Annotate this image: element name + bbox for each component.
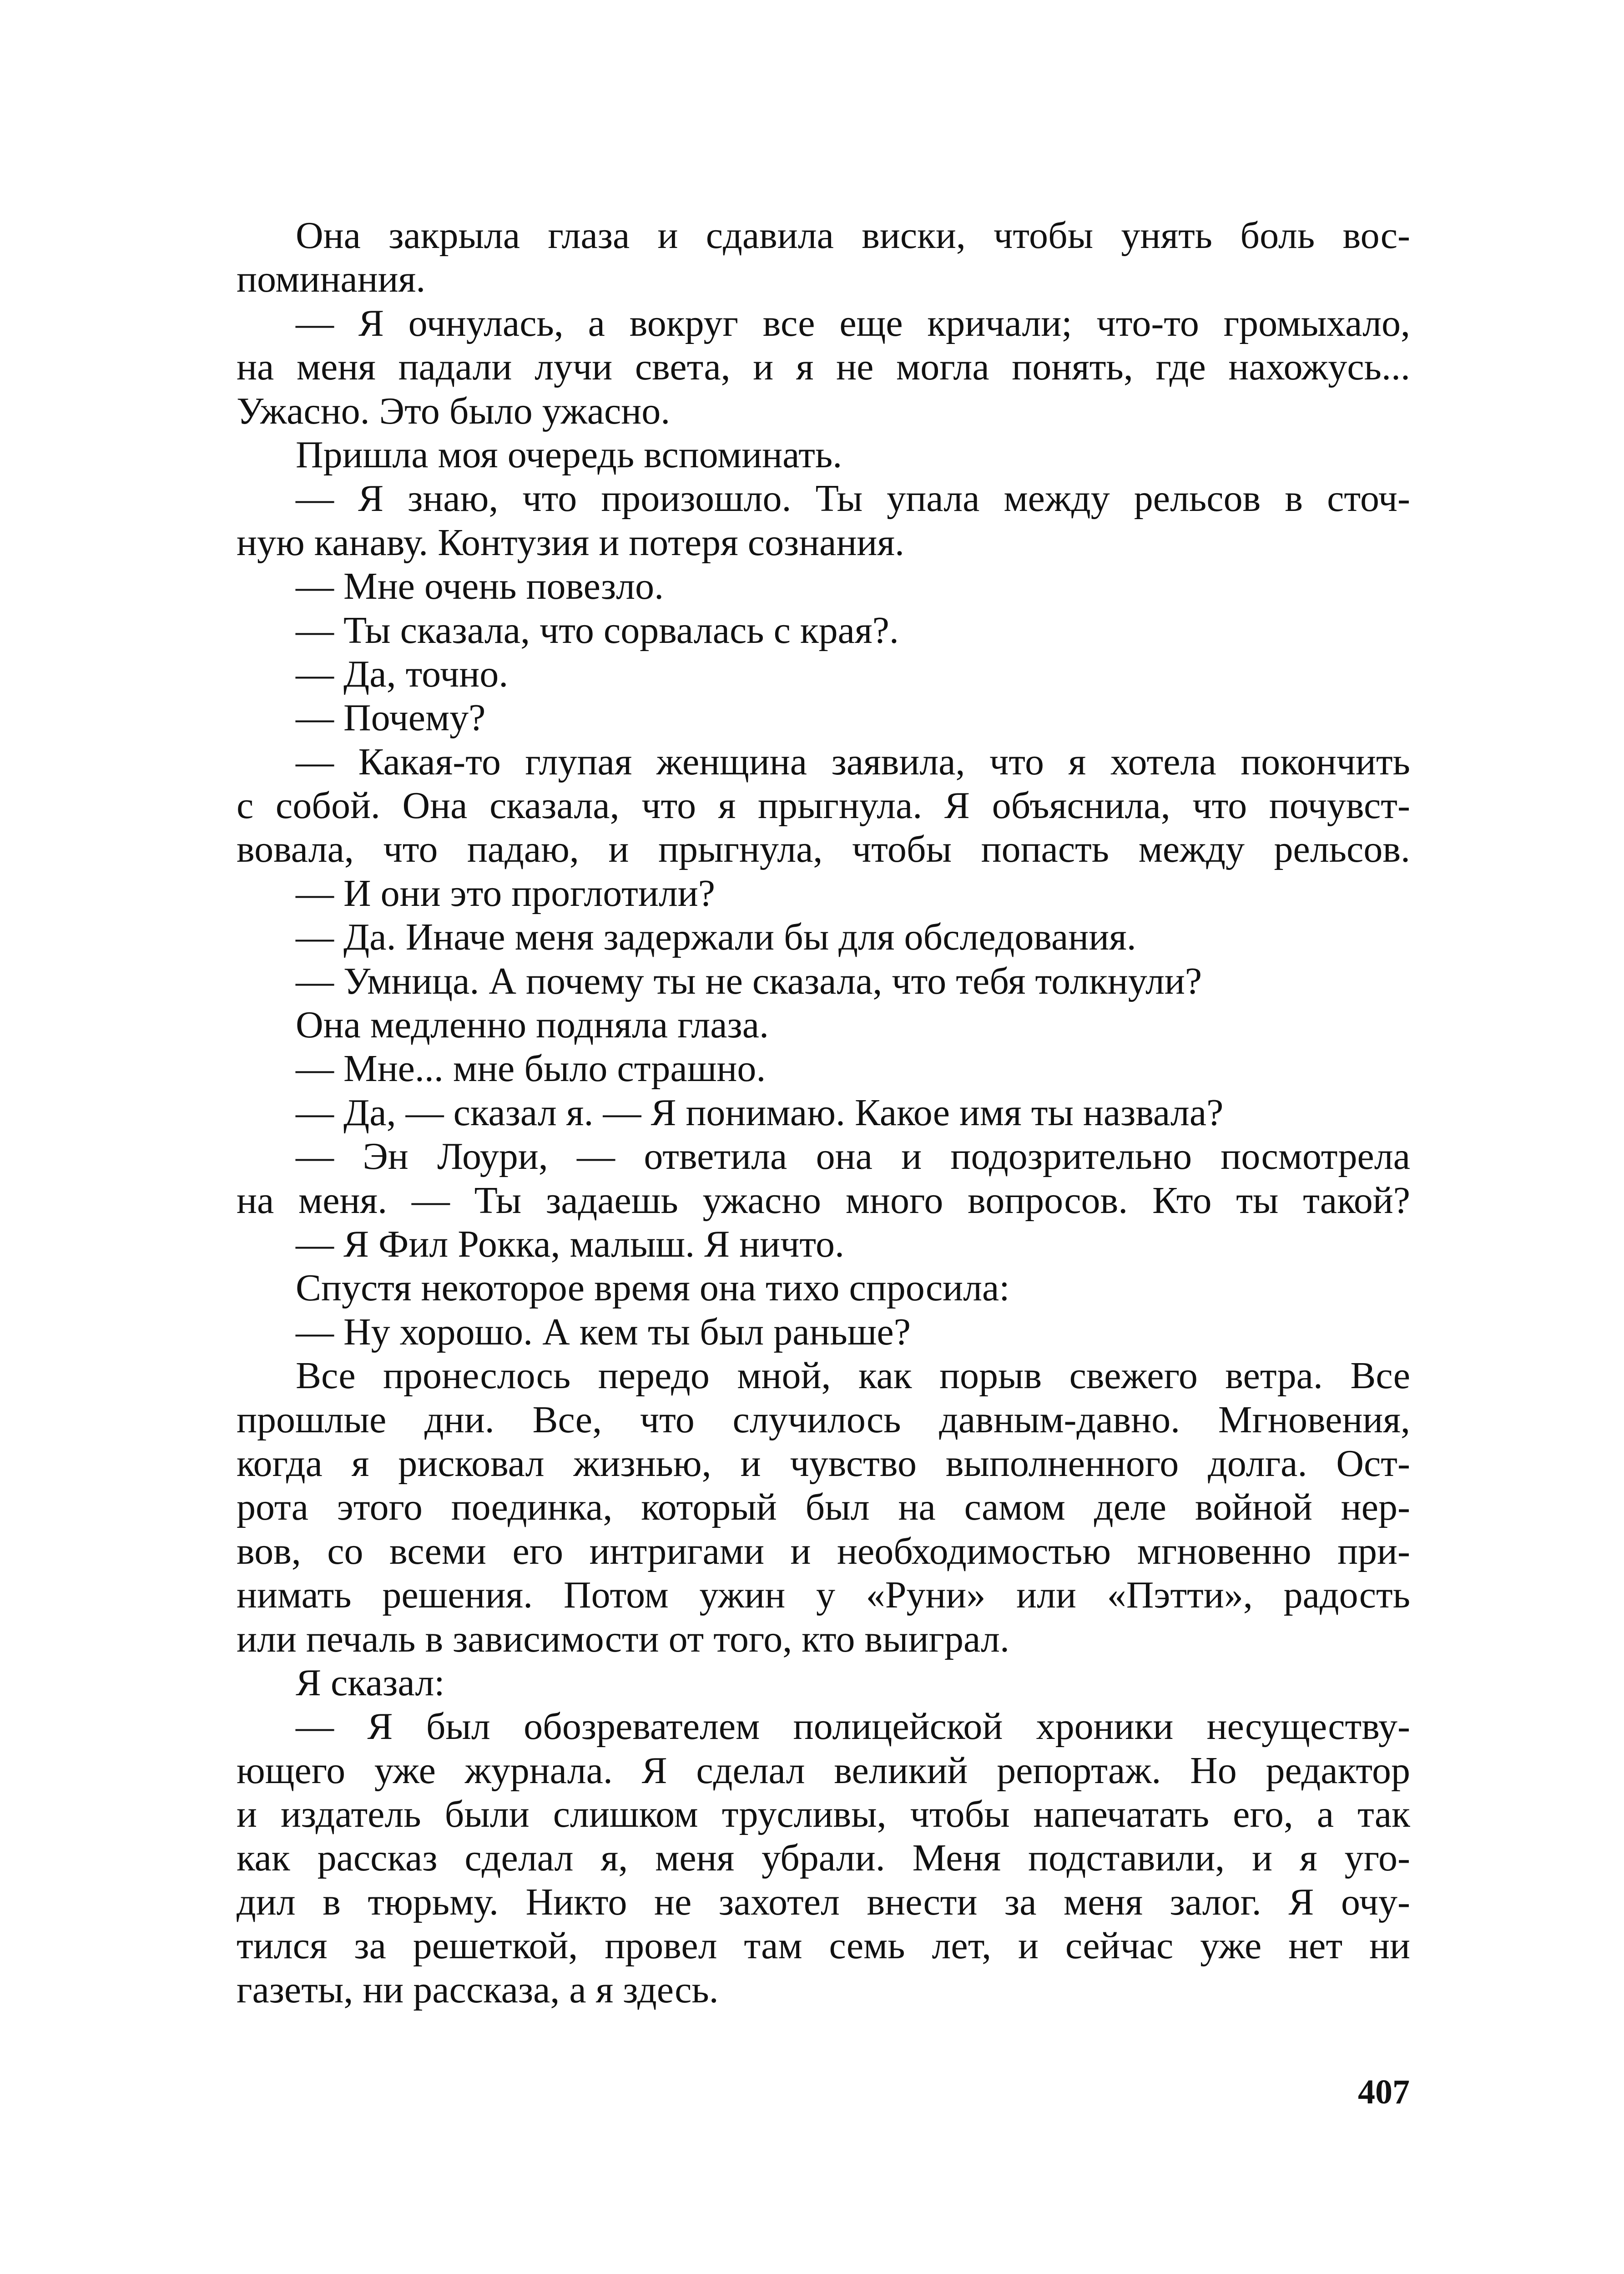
text-line: вовала, что падаю, и прыгнула, чтобы попасть между рельсов. bbox=[237, 828, 1410, 871]
text-line: — Эн Лоури, — ответила она и подозрительно посмотрела bbox=[296, 1135, 1410, 1178]
text-line: — Я Фил Рокка, малыш. Я ничто. bbox=[296, 1223, 844, 1265]
text-line: на меня. — Ты задаешь ужасно много вопросов. Кто ты такой? bbox=[237, 1179, 1410, 1222]
text-line: — Умница. А почему ты не сказала, что тебя толкнули? bbox=[296, 960, 1202, 1002]
text-line: — Ты сказала, что сорвалась с края?. bbox=[296, 609, 899, 652]
text-line: как рассказ сделал я, меня убрали. Меня подставили, и я уго- bbox=[237, 1837, 1410, 1880]
text-line: Ужасно. Это было ужасно. bbox=[237, 389, 671, 432]
text-line: — Да, точно. bbox=[296, 652, 509, 695]
text-line: — Мне... мне было страшно. bbox=[296, 1047, 766, 1090]
page-number: 407 bbox=[1358, 2073, 1410, 2111]
text-line: — Мне очень повезло. bbox=[296, 565, 664, 608]
text-line: на меня падали лучи света, и я не могла понять, где нахожусь... bbox=[237, 346, 1410, 389]
text-line: — Да, — сказал я. — Я понимаю. Какое имя ты назвала? bbox=[296, 1091, 1224, 1134]
text-line: прошлые дни. Все, что случилось давным-давно. Мгновения, bbox=[237, 1398, 1410, 1441]
text-line: или печаль в зависимости от того, кто выиграл. bbox=[237, 1617, 1009, 1660]
text-line: — Да. Иначе меня задержали бы для обследования. bbox=[296, 916, 1136, 959]
text-line: — Я был обозревателем полицейской хроники несуществу- bbox=[296, 1705, 1410, 1748]
text-line: — Я очнулась, а вокруг все еще кричали; что-то громыхало, bbox=[296, 302, 1410, 344]
text-line: Все пронеслось передо мной, как порыв свежего ветра. Все bbox=[296, 1354, 1410, 1397]
text-line: газеты, ни рассказа, а я здесь. bbox=[237, 1968, 719, 2011]
text-line: Пришла моя очередь вспоминать. bbox=[296, 433, 842, 476]
text-line: вов, со всеми его интригами и необходимостью мгновенно при- bbox=[237, 1530, 1410, 1572]
text-line: с собой. Она сказала, что я прыгнула. Я объяснила, что почувст- bbox=[237, 784, 1410, 827]
text-line: Я сказал: bbox=[296, 1661, 445, 1704]
text-line: — Ну хорошо. А кем ты был раньше? bbox=[296, 1310, 911, 1353]
text-line: — Я знаю, что произошло. Ты упала между рельсов в сточ- bbox=[296, 477, 1410, 520]
text-line: нимать решения. Потом ужин у «Руни» или «Пэтти», радость bbox=[237, 1574, 1410, 1617]
text-line: ющего уже журнала. Я сделал великий репортаж. Но редактор bbox=[237, 1749, 1410, 1792]
text-line: Она медленно подняла глаза. bbox=[296, 1004, 769, 1046]
text-line: Она закрыла глаза и сдавила виски, чтобы унять боль вос- bbox=[296, 214, 1410, 257]
text-line: ную канаву. Контузия и потеря сознания. bbox=[237, 521, 904, 564]
text-line: Спустя некоторое время она тихо спросила: bbox=[296, 1267, 1010, 1309]
text-line: — Какая-то глупая женщина заявила, что я хотела покончить bbox=[296, 740, 1410, 783]
text-line: когда я рисковал жизнью, и чувство выполненного долга. Ост- bbox=[237, 1442, 1410, 1485]
text-line: рота этого поединка, который был на самом деле войной нер- bbox=[237, 1486, 1410, 1529]
text-line: поминания. bbox=[237, 258, 426, 301]
text-line: — Почему? bbox=[296, 697, 486, 739]
text-line: тился за решеткой, провел там семь лет, и сейчас уже нет ни bbox=[237, 1925, 1410, 1967]
text-line: — И они это проглотили? bbox=[296, 872, 715, 915]
text-line: дил в тюрьму. Никто не захотел внести за меня залог. Я очу- bbox=[237, 1880, 1410, 1923]
body-text bbox=[237, 214, 1410, 2012]
text-line: и издатель были слишком трусливы, чтобы напечатать его, а так bbox=[237, 1793, 1410, 1836]
